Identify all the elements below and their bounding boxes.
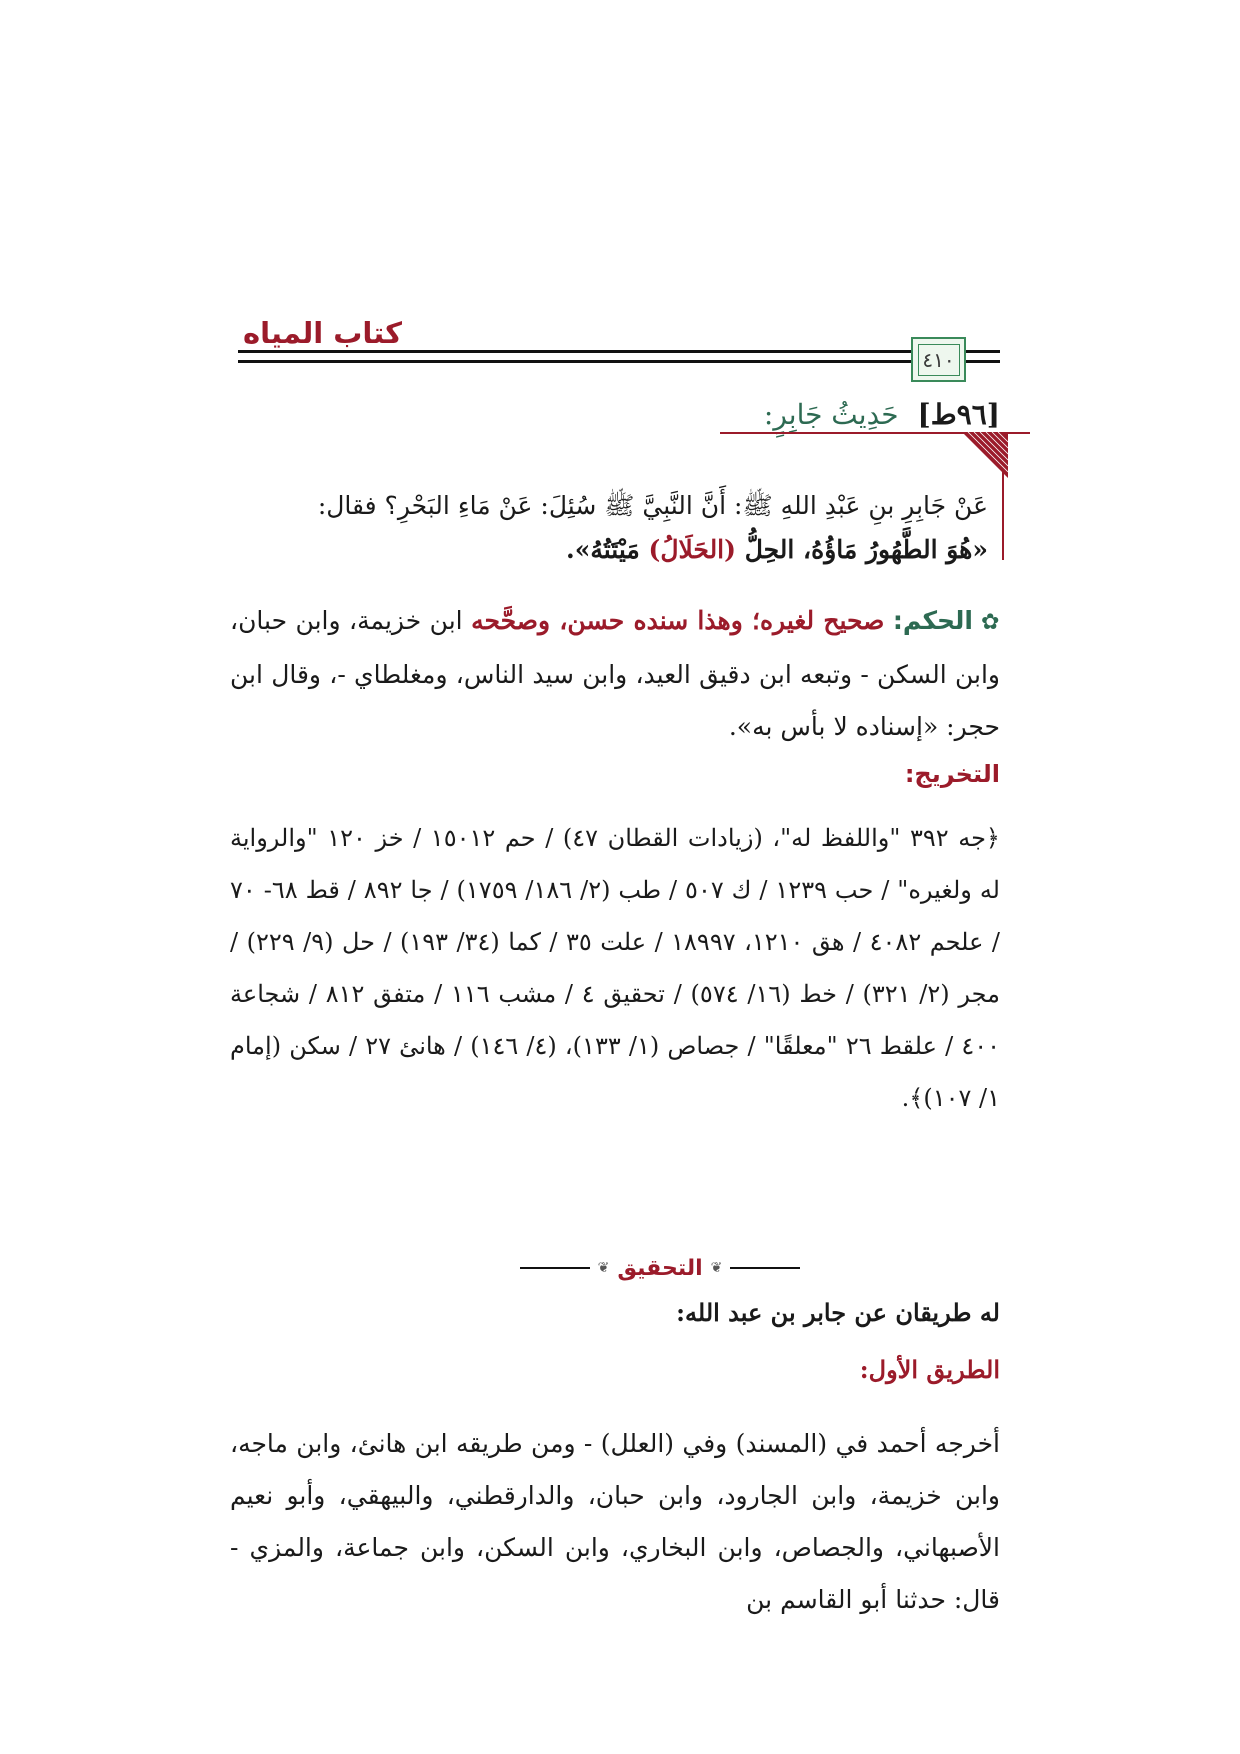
divider-line [520,1267,590,1269]
hadith-quote [248,528,988,572]
paths-intro: له طريقان عن جابر بن عبد الله: [676,1298,1000,1327]
hadith-number: [٩٦ط] [917,398,1000,431]
quote-variant: (الحَلَالُ) [648,535,736,564]
quote-part: «هُوَ الطَّهُورُ مَاؤُهُ، الحِلُّ [744,535,988,564]
page-number: ٤١٠ [918,344,960,376]
hadith-box-border [1002,470,1004,560]
ruling-label: الحكم: [892,606,974,635]
header-rule [964,350,1000,353]
takhrij-text: ﴿جه ٣٩٢ "واللفظ له"، (زيادات القطان ٤٧) / حم ١٥٠١٢ / خز ١٢٠ "والرواية له ولغيره" / حب ١٢٣٩ / ك ٥٠٧ / طب (٢/ ١٨٦/ ١٧٥٩) / جا ٨٩٢ / قط ٦٨- ٧٠ / علحم ٤٠٨٢ / هق ١٢١٠، ١٨٩٩٧ / علت ٣٥ / كما (٣٤/ ١٩٣) / حل (٩/ ٢٢٩) / مجر (٢/ ٣٢١) / خط (١٦/ ٥٧٤) / تحقيق ٤ / مشب ١١٦ / متفق ٨١٢ / شجاعة ٤٠٠ / علقط ٢٦ "معلقًا" / جصاص (١/ ١٣٣)، (٤/ ١٤٦) / هانئ ٢٧ / سكن (إمام ١/ ١٠٧)﴾. [230,824,1001,1112]
corner-ornament-icon [962,432,1008,478]
header-rule [238,350,1000,353]
flower-icon: ✿ [981,610,1001,635]
first-path-heading: الطريق الأول: [859,1355,1000,1384]
takhrij-heading: التخريج: [904,760,1000,788]
ruling-grade: صحيح لغيره؛ وهذا سنده حسن، وصحَّحه [471,606,885,635]
hadith-text [248,484,988,572]
header-rule [238,360,1000,363]
quote-part: مَيْتَتُهُ». [566,535,640,564]
divider-line [730,1267,800,1269]
tahqiq-body: أخرجه أحمد في (المسند) وفي (العلل) - ومن طريقه ابن هانئ، وابن ماجه، وابن خزيمة، وابن الجارود، وابن حبان، والدارقطني، والبيهقي، وأبو نعيم الأصبهاني، والجصاص، وابن البخاري، وابن السكن، وابن جماعة، والمزي - قال: حدثنا أبو القاسم بن [230,1429,1000,1614]
running-title: كتاب المياه [243,316,402,350]
header-rule [964,360,1000,363]
ruling-text: ابن خزيمة، وابن حبان، وابن السكن - وتبعه ابن دقيق العيد، وابن سيد الناس، ومغلطاي -، وقال ابن حجر: «إسناده لا بأس به». [230,606,1000,741]
section-divider [500,1252,820,1284]
ornament-icon: ❦ [710,1260,723,1276]
ruling-paragraph [230,595,1000,753]
hadith-intro: عَنْ جَابِرِ بنِ عَبْدِ اللهِ ﷺ: أَنَّ النَّبِيَّ ﷺ سُئِلَ: عَنْ مَاءِ البَحْرِ؟ فقال: [317,491,988,520]
ornament-icon: ❦ [597,1260,610,1276]
hadith-title: حَدِيثُ جَابِرٍ: [763,398,899,431]
page-number-frame [911,337,966,382]
tahqiq-title: التحقيق [617,1255,703,1281]
hadith-heading [300,398,1000,431]
